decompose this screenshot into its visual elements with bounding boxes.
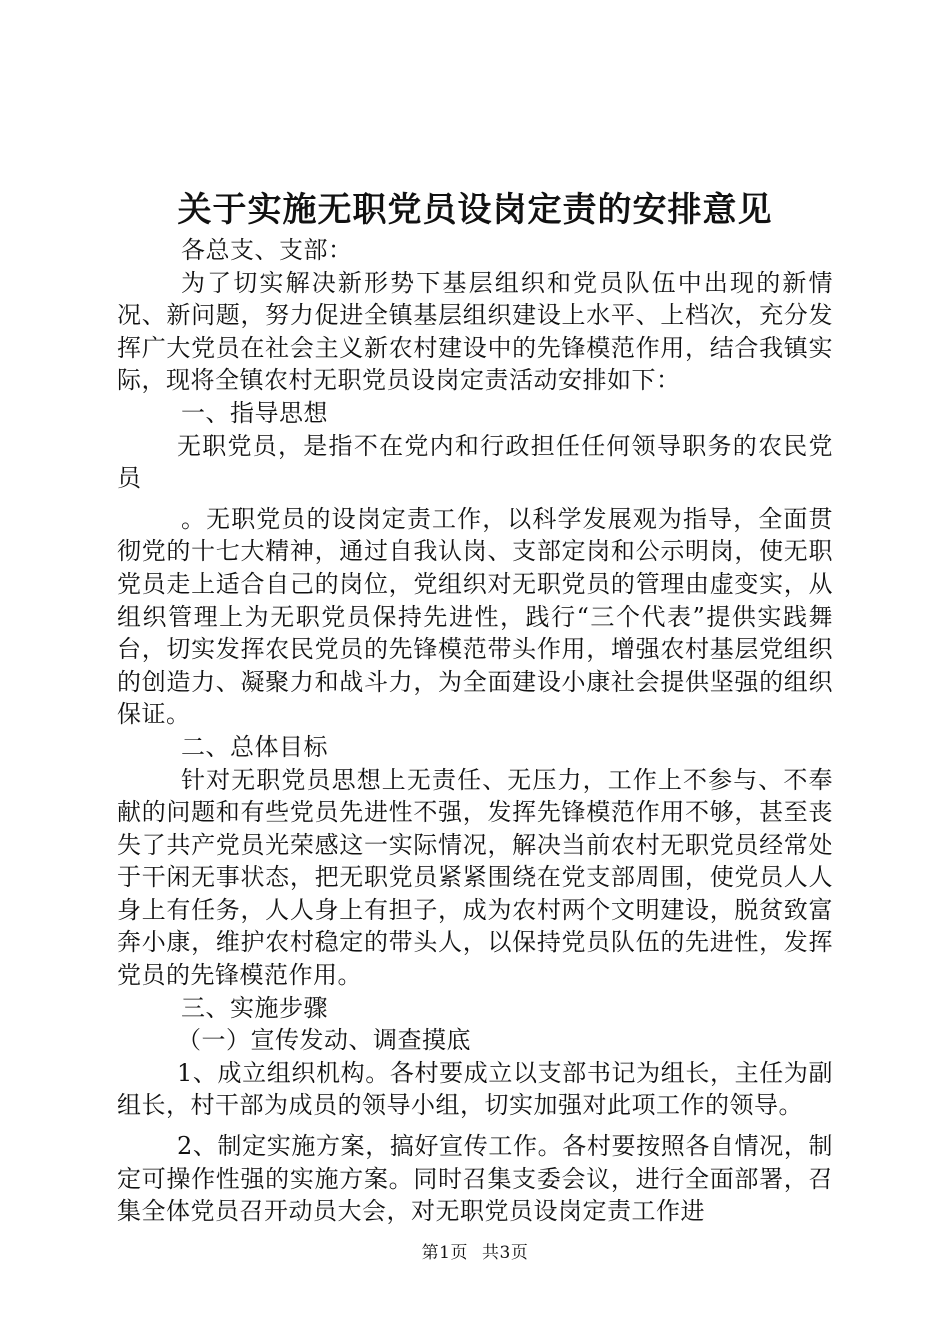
page-number: 第1页: [421, 1243, 468, 1263]
page-total: 共3页: [482, 1243, 529, 1263]
step-2-paragraph: 2、制定实施方案，搞好宣传工作。各村要按照各自情况，制定可操作性强的实施方案。同时召集支委会议，进行全面部署，召集全体党员召开动员大会，对无职党员设岗定责工作进: [117, 1132, 833, 1226]
page-footer: [0, 1241, 950, 1265]
subsection-heading-publicity: （一）宣传发动、调查摸底: [177, 1026, 471, 1055]
document-title: 关于实施无职党员设岗定责的安排意见: [177, 190, 773, 230]
overall-goal-paragraph: 针对无职党员思想上无责任、无压力，工作上不参与、不奉献的问题和有些党员先进性不强，发挥先锋模范作用不够，甚至丧失了共产党员光荣感这一实际情况，解决当前农村无职党员经常处于干闲无事状态，把无职党员紧紧围绕在党支部周围，使党员人人身上有任务，人人身上有担子，成为农村两个文明建设，脱贫致富奔小康，维护农村稳定的带头人，以保持党员队伍的先进性，发挥党员的先锋模范作用。: [117, 765, 833, 990]
guiding-thought-paragraph: 。无职党员的设岗定责工作，以科学发展观为指导，全面贯彻党的十七大精神，通过自我认岗、支部定岗和公示明岗，使无职党员走上适合自己的岗位，党组织对无职党员的管理由虚变实，从组织管理上为无职党员保持先进性，践行“三个代表”提供实践舞台，切实发挥农民党员的先锋模范带头作用，增强农村基层党组织的创造力、凝聚力和战斗力，为全面建设小康社会提供坚强的组织保证。: [117, 504, 833, 729]
step-1-paragraph: 1、成立组织机构。各村要成立以支部书记为组长，主任为副组长，村干部为成员的领导小组，切实加强对此项工作的领导。: [117, 1058, 833, 1120]
document-body: [117, 234, 833, 1228]
salutation: 各总支、支部：: [181, 236, 353, 264]
section-heading-guiding-thought: 一、指导思想: [181, 398, 328, 427]
section-heading-overall-goal: 二、总体目标: [181, 732, 328, 761]
section-heading-steps: 三、实施步骤: [181, 993, 328, 1022]
definition-paragraph: 无职党员，是指不在党内和行政担任任何领导职务的农民党员: [117, 431, 833, 493]
intro-paragraph: 为了切实解决新形势下基层组织和党员队伍中出现的新情况、新问题，努力促进全镇基层组织建设上水平、上档次，充分发挥广大党员在社会主义新农村建设中的先锋模范作用，结合我镇实际，现将全镇农村无职党员设岗定责活动安排如下：: [117, 268, 833, 395]
